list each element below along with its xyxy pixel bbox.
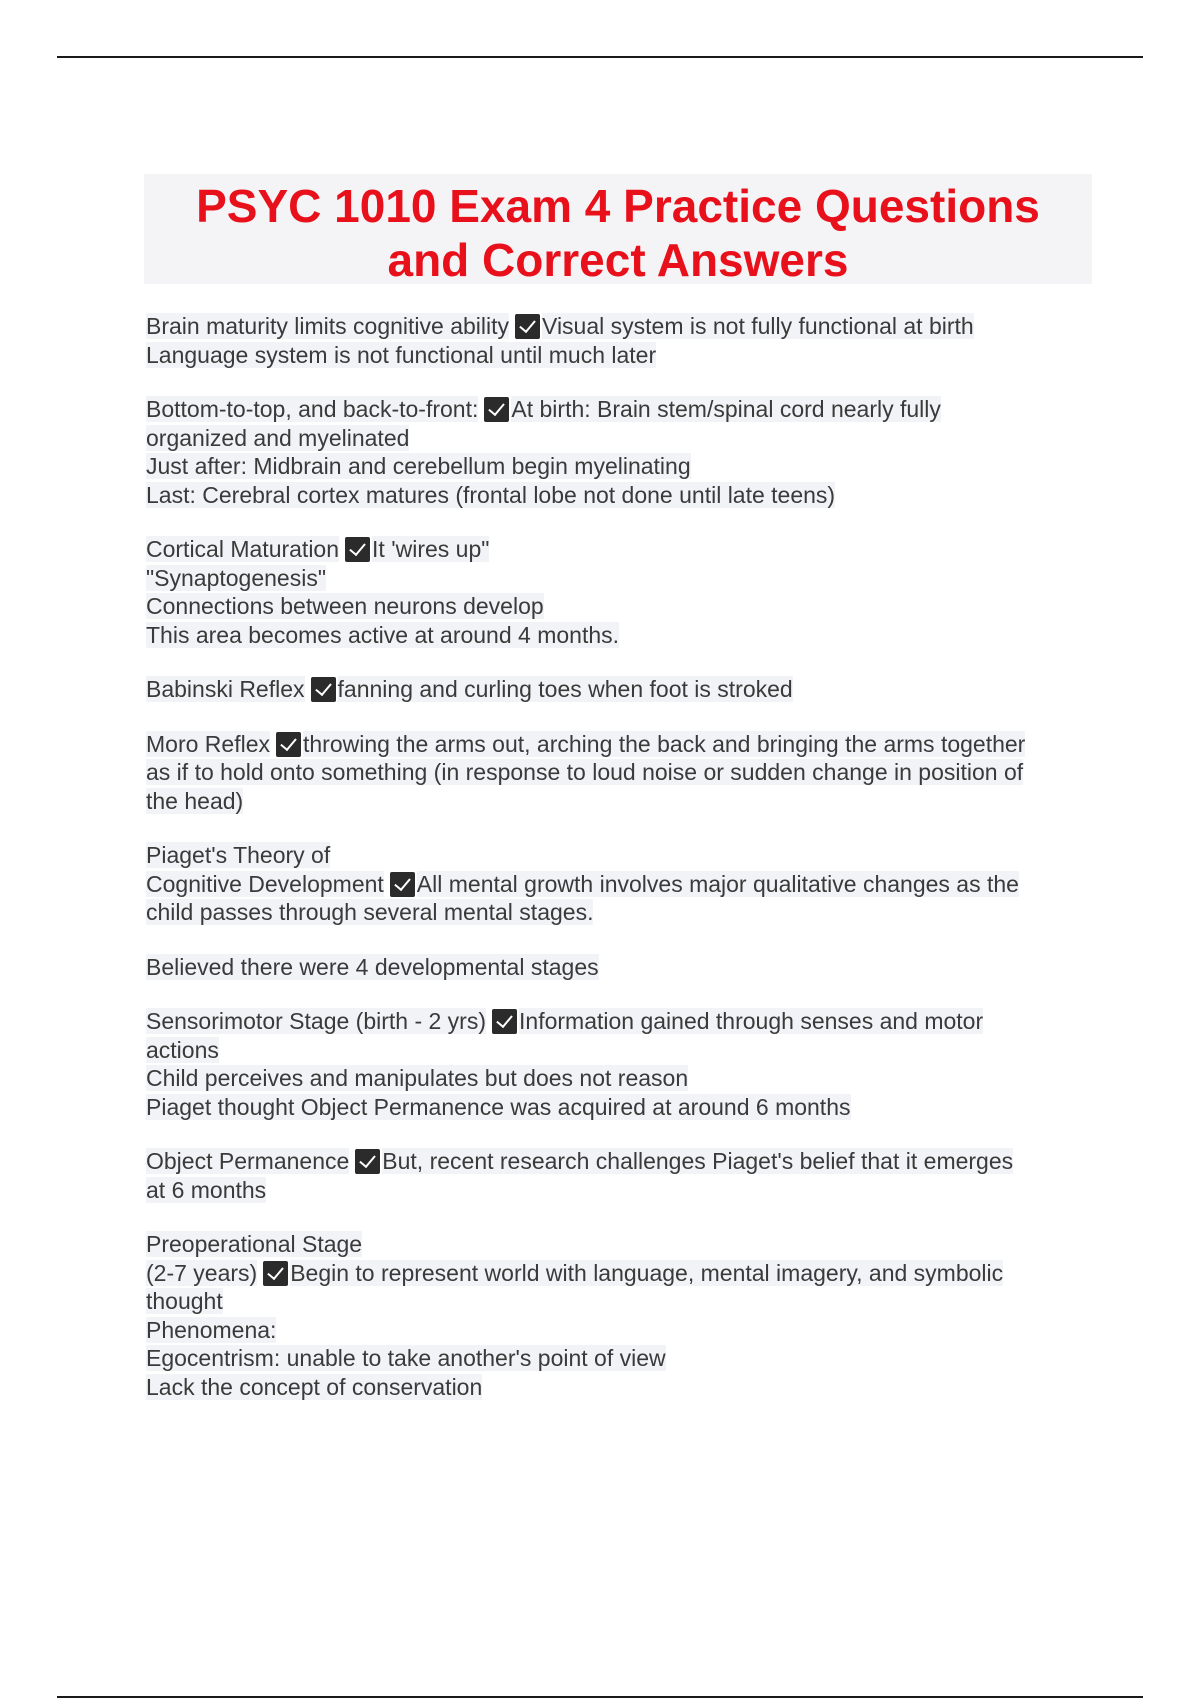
answer-text: as if to hold onto something (in response to loud noise or sudden change in position of — [146, 759, 1024, 785]
checkmark-icon — [484, 397, 509, 422]
qa-entry — [146, 675, 1086, 704]
question-term: (2-7 years) — [146, 1259, 258, 1286]
qa-line — [146, 424, 1086, 453]
answer-text: actions — [146, 1036, 219, 1063]
answer-text: Language system is not functional until much later — [146, 341, 657, 368]
qa-line — [146, 675, 1086, 704]
checkmark-icon — [263, 1261, 288, 1286]
answer-text: Piaget thought Object Permanence was acquired at around 6 months — [146, 1093, 851, 1120]
answer-text: thought — [146, 1288, 223, 1314]
checkmark-icon — [345, 537, 370, 562]
answer-text: But, recent research challenges Piaget's belief that it emerges — [382, 1148, 1014, 1174]
checkmark-icon — [355, 1149, 380, 1174]
question-term: Object Permanence — [146, 1148, 350, 1174]
checkmark-icon — [492, 1009, 517, 1034]
answer-text: Phenomena: — [146, 1316, 277, 1343]
qa-line — [146, 730, 1086, 759]
answer-text: Egocentrism: unable to take another's point of view — [146, 1345, 666, 1371]
answer-text: Begin to represent world with language, mental imagery, and symbolic — [290, 1259, 1004, 1286]
question-term: Piaget's Theory of — [146, 842, 331, 868]
qa-entry — [146, 1230, 1086, 1401]
qa-entry — [146, 841, 1086, 927]
qa-line — [146, 535, 1086, 564]
qa-line — [146, 787, 1086, 816]
qa-line — [146, 1230, 1086, 1259]
title-line-2: and Correct Answers — [387, 234, 849, 286]
title-line-1: PSYC 1010 Exam 4 Practice Questions — [196, 180, 1040, 232]
question-term: Bottom-to-top, and back-to-front: — [146, 396, 479, 422]
qa-line — [146, 1373, 1086, 1402]
qa-line — [146, 1093, 1086, 1122]
qa-list — [146, 312, 1086, 1427]
answer-text: This area becomes active at around 4 months. — [146, 621, 620, 648]
question-term: Babinski Reflex — [146, 676, 305, 702]
checkmark-icon — [390, 872, 415, 897]
qa-entry — [146, 1147, 1086, 1204]
answer-text: throwing the arms out, arching the back and bringing the arms together — [302, 730, 1026, 757]
question-term: Preoperational Stage — [146, 1231, 363, 1257]
qa-line — [146, 341, 1086, 370]
question-term: Cognitive Development — [146, 870, 384, 897]
checkmark-icon — [276, 732, 301, 757]
qa-line — [146, 1344, 1086, 1373]
qa-line — [146, 1316, 1086, 1345]
qa-line — [146, 1259, 1086, 1288]
title-banner — [144, 174, 1092, 284]
qa-line — [146, 312, 1086, 341]
bottom-rule — [57, 1696, 1143, 1698]
qa-line — [146, 395, 1086, 424]
answer-text: Connections between neurons develop — [146, 593, 544, 619]
qa-line — [146, 481, 1086, 510]
answer-text: Just after: Midbrain and cerebellum begin myelinating — [146, 453, 691, 479]
question-term: Sensorimotor Stage (birth - 2 yrs) — [146, 1008, 487, 1034]
qa-entry — [146, 953, 1086, 982]
question-term: Cortical Maturation — [146, 536, 340, 562]
qa-line — [146, 1147, 1086, 1176]
answer-text: At birth: Brain stem/spinal cord nearly fully — [511, 396, 941, 422]
qa-line — [146, 1287, 1086, 1316]
qa-line — [146, 452, 1086, 481]
qa-entry — [146, 395, 1086, 509]
answer-text: organized and myelinated — [146, 424, 410, 451]
qa-line — [146, 621, 1086, 650]
answer-text: All mental growth involves major qualitative changes as the — [416, 870, 1019, 897]
qa-line — [146, 1007, 1086, 1036]
qa-line — [146, 592, 1086, 621]
answer-text: "Synaptogenesis" — [146, 564, 327, 591]
qa-entry — [146, 535, 1086, 649]
qa-line — [146, 953, 1086, 982]
document-title — [144, 179, 1092, 287]
qa-line — [146, 758, 1086, 787]
qa-entry — [146, 312, 1086, 369]
qa-line — [146, 870, 1086, 899]
answer-text: at 6 months — [146, 1176, 267, 1203]
qa-entry — [146, 730, 1086, 816]
answer-text: Visual system is not fully functional at birth — [542, 313, 974, 339]
answer-text: It 'wires up" — [372, 536, 490, 562]
answer-text: the head) — [146, 787, 244, 814]
qa-line — [146, 1176, 1086, 1205]
answer-text: fanning and curling toes when foot is stroked — [337, 676, 793, 702]
question-term: Brain maturity limits cognitive ability — [146, 313, 510, 339]
answer-text: Lack the concept of conservation — [146, 1373, 483, 1400]
qa-line — [146, 898, 1086, 927]
answer-text: Child perceives and manipulates but does not reason — [146, 1065, 689, 1091]
qa-entry — [146, 1007, 1086, 1121]
qa-line — [146, 841, 1086, 870]
answer-text: Believed there were 4 developmental stages — [146, 953, 599, 980]
checkmark-icon — [311, 677, 336, 702]
qa-line — [146, 1036, 1086, 1065]
qa-line — [146, 1064, 1086, 1093]
answer-text: Last: Cerebral cortex matures (frontal lobe not done until late teens) — [146, 481, 836, 508]
top-rule — [57, 56, 1143, 58]
answer-text: child passes through several mental stages. — [146, 899, 594, 925]
question-term: Moro Reflex — [146, 730, 270, 757]
checkmark-icon — [515, 314, 540, 339]
qa-line — [146, 564, 1086, 593]
answer-text: Information gained through senses and motor — [519, 1008, 984, 1034]
